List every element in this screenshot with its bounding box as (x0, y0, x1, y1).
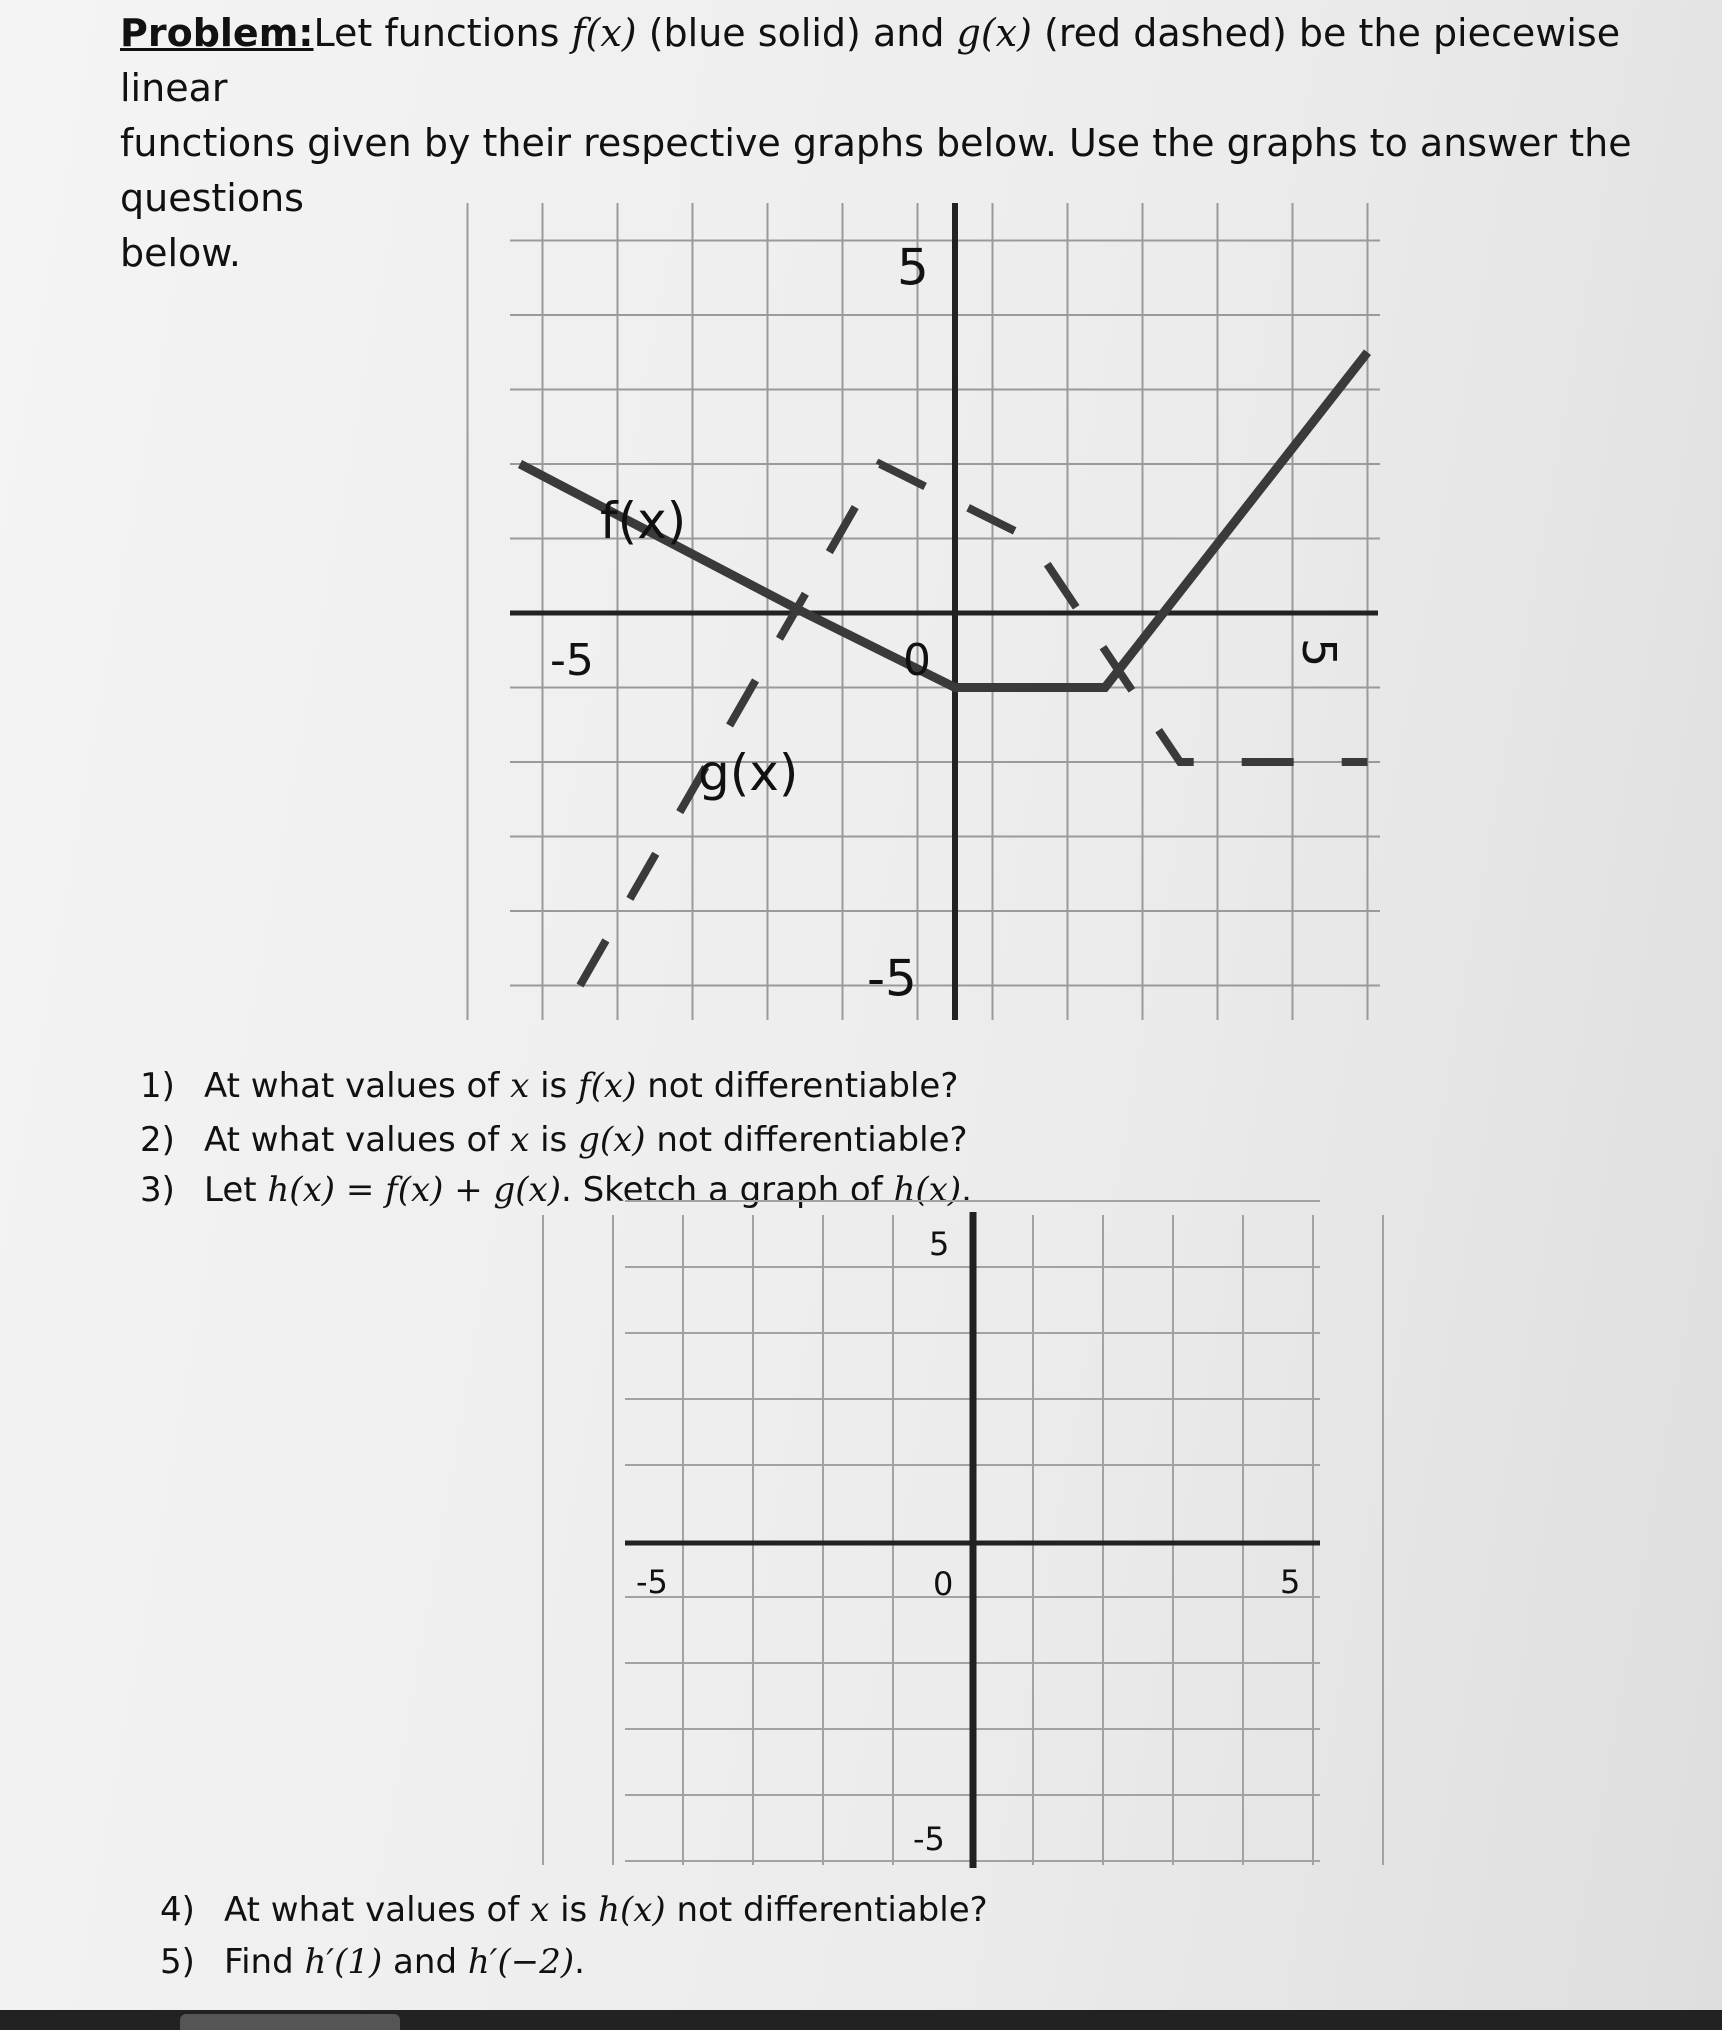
grid-lines (543, 1201, 1383, 1865)
y-tick-label-5: 5 (897, 238, 929, 297)
problem-text: (red dashed) be the piecewise linear (120, 11, 1621, 110)
x-tick-label-0: 0 (903, 635, 931, 686)
math-fn: h(x) (893, 1170, 962, 1210)
question-text: and (382, 1942, 468, 1982)
x-tick-label-5: 5 (1280, 1563, 1301, 1601)
question-5 (160, 1940, 585, 1984)
question-text: is (529, 1120, 579, 1160)
question-number: 2) (140, 1120, 175, 1160)
math-var: x (510, 1066, 530, 1106)
g-series-label: g(x) (698, 744, 799, 802)
f-symbol: f (571, 11, 586, 55)
problem-label: Problem: (120, 11, 314, 55)
question-number: 5) (160, 1942, 195, 1982)
question-text: is (529, 1066, 579, 1106)
math-arg: (x) (619, 1890, 666, 1930)
math-fn: f (578, 1066, 591, 1106)
question-text: not differentiable? (665, 1890, 988, 1930)
x-arg: (x) (980, 11, 1032, 55)
screen-bottom-tab (180, 2014, 400, 2030)
problem-text: Let functions (313, 11, 572, 55)
x-tick-label-5: 5 (1292, 638, 1346, 668)
question-text: . (961, 1170, 972, 1210)
math-fn: h (598, 1890, 620, 1930)
question-4 (160, 1888, 988, 1932)
question-text: not differentiable? (636, 1066, 959, 1106)
question-text: At what values of (204, 1120, 511, 1160)
question-text: not differentiable? (645, 1120, 968, 1160)
math-expr: h′(−2) (467, 1942, 575, 1982)
g-symbol: g (956, 11, 981, 55)
problem-line-3: below. (120, 231, 241, 275)
problem-line-2: functions given by their respective graphs below. Use the graphs to answer the questions (120, 121, 1632, 220)
question-text: is (549, 1890, 599, 1930)
math-fn: g (578, 1120, 600, 1160)
math-expr: h′(1) (304, 1942, 383, 1982)
x-tick-label-neg5: -5 (636, 1563, 668, 1601)
question-text: . (574, 1942, 585, 1982)
y-tick-label-neg5: -5 (913, 1820, 945, 1858)
problem-text: (blue solid) and (636, 11, 957, 55)
question-number: 4) (160, 1890, 195, 1930)
math-equation: h(x) = f(x) + g(x) (267, 1170, 561, 1210)
question-text: Find (224, 1942, 305, 1982)
math-var: x (510, 1120, 530, 1160)
axes (625, 1212, 1320, 1868)
question-number: 3) (140, 1170, 175, 1210)
question-text: Let (204, 1170, 268, 1210)
question-text: At what values of (224, 1890, 531, 1930)
f-series-label: f(x) (600, 492, 687, 550)
question-text: At what values of (204, 1066, 511, 1106)
y-tick-label-5: 5 (929, 1225, 950, 1263)
question-text: . Sketch a graph of (560, 1170, 894, 1210)
x-tick-label-neg5: -5 (550, 635, 594, 686)
math-arg: (x) (599, 1120, 646, 1160)
y-tick-label-neg5: -5 (867, 949, 917, 1008)
x-arg: (x) (585, 11, 637, 55)
question-number: 1) (140, 1066, 175, 1106)
x-tick-label-0: 0 (933, 1565, 954, 1603)
math-var: x (530, 1890, 550, 1930)
math-arg: (x) (590, 1066, 637, 1106)
